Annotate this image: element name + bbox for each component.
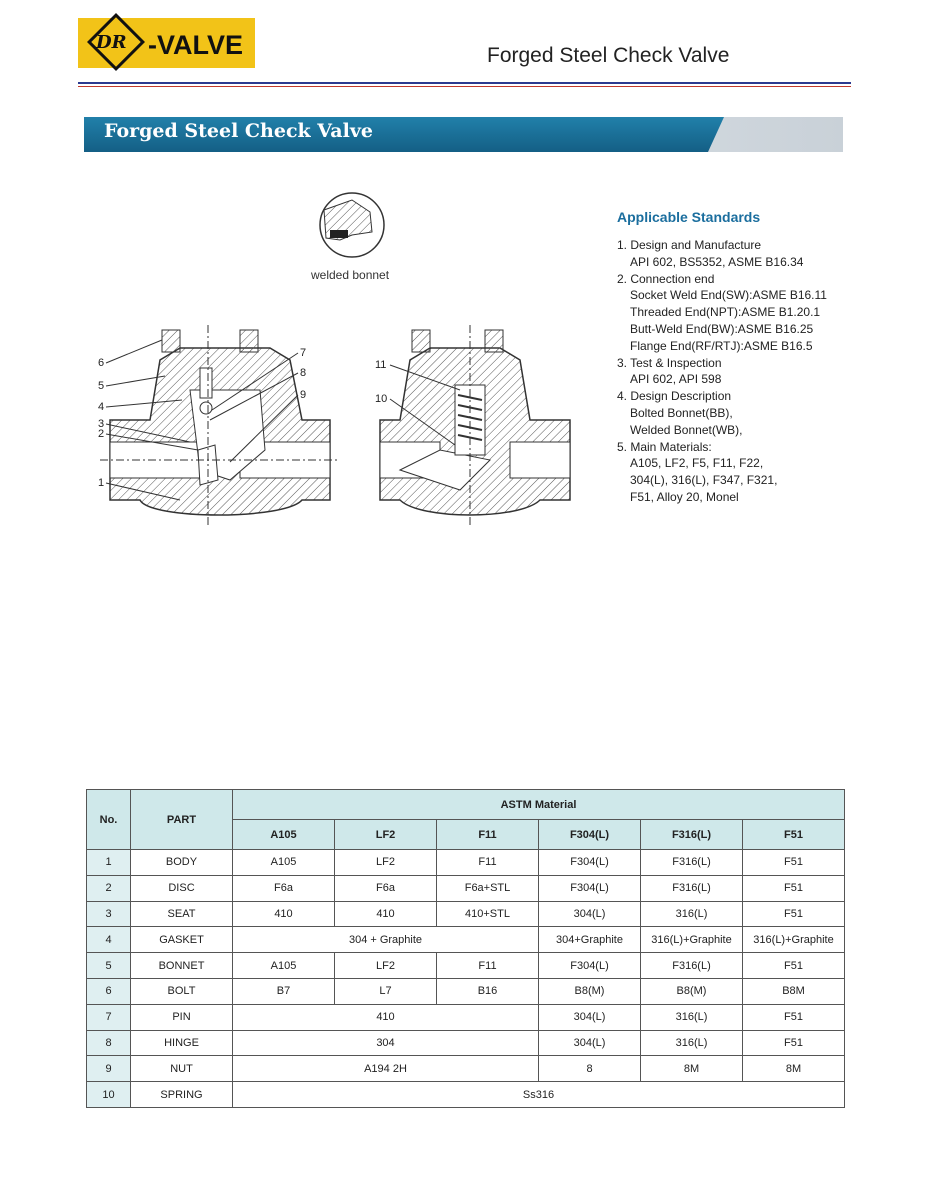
table-cell: B7: [233, 978, 335, 1004]
table-cell: 316(L): [641, 901, 743, 927]
row-part: BONNET: [131, 953, 233, 979]
welded-bonnet-detail: [320, 193, 384, 257]
table-cell: F51: [743, 875, 845, 901]
row-no: 4: [87, 927, 131, 953]
table-cell: F11: [437, 953, 539, 979]
standard-detail: A105, LF2, F5, F11, F22,: [630, 456, 764, 471]
table-cell: B8(M): [539, 978, 641, 1004]
table-cell-merged: 410: [233, 1004, 539, 1030]
svg-text:2: 2: [98, 428, 105, 440]
svg-text:4: 4: [98, 401, 105, 413]
table-cell: 304(L): [539, 1030, 641, 1056]
table-cell: F316(L): [641, 850, 743, 876]
table-cell: B8M: [743, 978, 845, 1004]
standard-detail: F51, Alloy 20, Monel: [630, 489, 739, 504]
row-no: 5: [87, 953, 131, 979]
table-row: [87, 850, 845, 876]
svg-text:10: 10: [375, 393, 388, 405]
col-header-material: F316(L): [641, 820, 743, 850]
standard-detail: Threaded End(NPT):ASME B1.20.1: [630, 305, 821, 320]
row-no: 7: [87, 1004, 131, 1030]
standard-item: 1. Design and Manufacture: [617, 238, 762, 252]
table-row: [87, 978, 845, 1004]
row-part: HINGE: [131, 1030, 233, 1056]
table-cell: A105: [233, 953, 335, 979]
svg-text:1: 1: [98, 477, 105, 489]
applicable-standards: [617, 209, 857, 506]
header-rule-red: [78, 86, 851, 87]
svg-text:11: 11: [375, 359, 387, 371]
table-cell: 316(L): [641, 1004, 743, 1030]
svg-text:5: 5: [98, 380, 105, 392]
table-cell: 304+Graphite: [539, 927, 641, 953]
table-cell: 304(L): [539, 901, 641, 927]
table-cell: F11: [437, 850, 539, 876]
row-no: 3: [87, 901, 131, 927]
valve-cross-section-drawings: [90, 180, 610, 530]
table-cell: 316(L)+Graphite: [743, 927, 845, 953]
svg-text:3: 3: [98, 418, 105, 430]
svg-text:6: 6: [98, 357, 105, 369]
table-cell: 410+STL: [437, 901, 539, 927]
welded-bonnet-caption: welded bonnet: [311, 268, 390, 282]
banner-title: Forged Steel Check Valve: [104, 120, 373, 142]
svg-text:DR: DR: [96, 32, 127, 53]
table-cell: F304(L): [539, 850, 641, 876]
standard-detail: Butt-Weld End(BW):ASME B16.25: [630, 321, 814, 336]
standards-title: Applicable Standards: [617, 209, 761, 225]
standard-item: 5. Main Materials:: [617, 439, 712, 454]
row-part: SEAT: [131, 901, 233, 927]
table-cell: F304(L): [539, 875, 641, 901]
standard-detail: Welded Bonnet(WB),: [630, 422, 743, 437]
table-cell: LF2: [335, 850, 437, 876]
table-cell: 8M: [641, 1056, 743, 1082]
standard-detail: API 602, BS5352, ASME B16.34: [630, 254, 804, 269]
table-row: [87, 875, 845, 901]
standard-detail: Socket Weld End(SW):ASME B16.11: [630, 288, 827, 303]
row-part: GASKET: [131, 927, 233, 953]
col-header-material: F11: [437, 820, 539, 850]
table-cell: 410: [233, 901, 335, 927]
standard-detail: Flange End(RF/RTJ):ASME B16.5: [630, 338, 813, 353]
table-cell: F316(L): [641, 953, 743, 979]
table-cell: 304(L): [539, 1004, 641, 1030]
col-header-astm-material: ASTM Material: [233, 790, 845, 820]
col-header-material: F304(L): [539, 820, 641, 850]
table-cell: F51: [743, 850, 845, 876]
table-cell: F51: [743, 953, 845, 979]
row-no: 8: [87, 1030, 131, 1056]
row-no: 1: [87, 850, 131, 876]
svg-text:-VALVE: -VALVE: [148, 30, 244, 60]
table-row: [87, 1056, 845, 1082]
row-part: SPRING: [131, 1082, 233, 1108]
materials-table: [86, 789, 845, 1108]
table-row: [87, 1030, 845, 1056]
table-cell: F316(L): [641, 875, 743, 901]
table-cell: F6a: [233, 875, 335, 901]
standard-detail: 304(L), 316(L), F347, F321,: [630, 473, 778, 488]
row-part: BODY: [131, 850, 233, 876]
table-cell: F6a+STL: [437, 875, 539, 901]
row-no: 6: [87, 978, 131, 1004]
table-cell-merged: 304 + Graphite: [233, 927, 539, 953]
svg-text:7: 7: [300, 347, 307, 359]
table-cell-merged: Ss316: [233, 1082, 845, 1108]
row-part: PIN: [131, 1004, 233, 1030]
table-cell: F51: [743, 1030, 845, 1056]
header-rule-blue: [78, 82, 851, 84]
table-cell: A105: [233, 850, 335, 876]
table-row: [87, 927, 845, 953]
table-cell: B8(M): [641, 978, 743, 1004]
dr-valve-logo: [78, 12, 255, 72]
row-part: DISC: [131, 875, 233, 901]
standard-item: 3. Test & Inspection: [617, 355, 722, 370]
table-row: [87, 901, 845, 927]
table-cell: 410: [335, 901, 437, 927]
table-row: [87, 1082, 845, 1108]
col-header-material: LF2: [335, 820, 437, 850]
table-cell: 8M: [743, 1056, 845, 1082]
standard-detail: Bolted Bonnet(BB),: [630, 405, 733, 420]
table-cell: L7: [335, 978, 437, 1004]
standard-item: 4. Design Description: [617, 389, 732, 404]
col-header-part: PART: [131, 790, 233, 850]
table-cell: 316(L)+Graphite: [641, 927, 743, 953]
row-part: NUT: [131, 1056, 233, 1082]
table-row: [87, 1004, 845, 1030]
table-cell-merged: A194 2H: [233, 1056, 539, 1082]
lift-check-valve-drawing: [375, 325, 570, 525]
table-cell-merged: 304: [233, 1030, 539, 1056]
row-no: 2: [87, 875, 131, 901]
standard-detail: API 602, API 598: [630, 372, 722, 387]
table-cell: F51: [743, 901, 845, 927]
row-no: 9: [87, 1056, 131, 1082]
svg-text:8: 8: [300, 367, 307, 379]
row-no: 10: [87, 1082, 131, 1108]
table-cell: F304(L): [539, 953, 641, 979]
col-header-material: A105: [233, 820, 335, 850]
col-header-no: No.: [87, 790, 131, 850]
table-cell: F51: [743, 1004, 845, 1030]
table-cell: F6a: [335, 875, 437, 901]
svg-text:9: 9: [300, 389, 307, 401]
table-cell: 8: [539, 1056, 641, 1082]
table-cell: 316(L): [641, 1030, 743, 1056]
table-cell: LF2: [335, 953, 437, 979]
table-row: [87, 953, 845, 979]
row-part: BOLT: [131, 978, 233, 1004]
table-cell: B16: [437, 978, 539, 1004]
col-header-material: F51: [743, 820, 845, 850]
swing-check-valve-drawing: [98, 325, 340, 525]
standard-item: 2. Connection end: [617, 271, 715, 286]
document-title: Forged Steel Check Valve: [487, 44, 730, 67]
